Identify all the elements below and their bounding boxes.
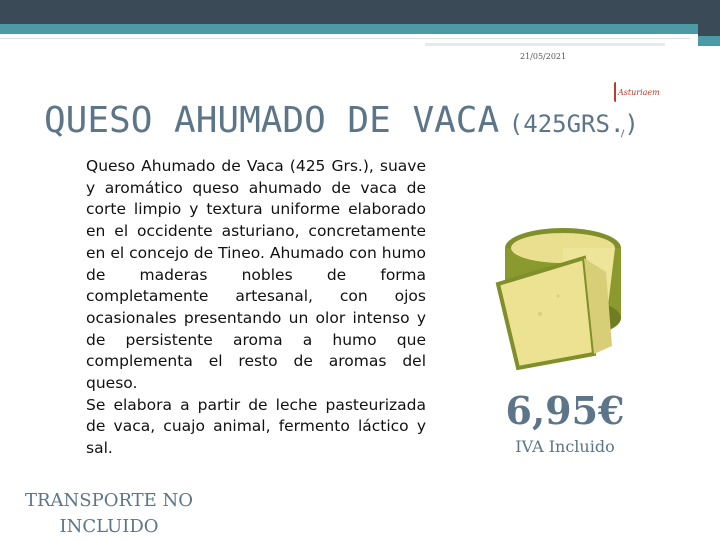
slide-title xyxy=(44,100,639,141)
price-label: 6,95€ xyxy=(505,388,625,433)
header-accent-stripe-corner xyxy=(698,36,720,46)
divider-line-short xyxy=(425,43,665,46)
product-description: Queso Ahumado de Vaca (425 Grs.), suave y aromático queso ahumado de vaca de corte limpio y textura uniforme elaborado en el occidente asturiano, concretamente en el concejo de Tineo. Ahumado con humo de maderas nobles de forma completamente artesanal, con ojos ocasionales presentando un olor intenso y de persistente aroma a humo que complementa el resto de aromas del queso. Se elabora a partir de leche pasteurizada de vaca, cuajo animal, fermento láctico y sal. xyxy=(86,157,426,458)
cheese-image-icon xyxy=(488,196,638,376)
header-bar xyxy=(0,0,698,24)
slide-date: 21/05/2021 xyxy=(520,52,567,61)
title-main: QUESO AHUMADO DE VACA xyxy=(44,100,500,141)
title-suffix: (425GRS.) xyxy=(508,110,639,138)
vat-note: IVA Incluido xyxy=(515,437,615,456)
logo-text: Asturiaem xyxy=(618,88,660,97)
transport-note: TRANSPORTE NO INCLUIDO xyxy=(24,490,194,537)
brand-logo xyxy=(614,82,670,110)
header-accent-stripe xyxy=(0,24,698,34)
divider-line xyxy=(0,38,690,39)
